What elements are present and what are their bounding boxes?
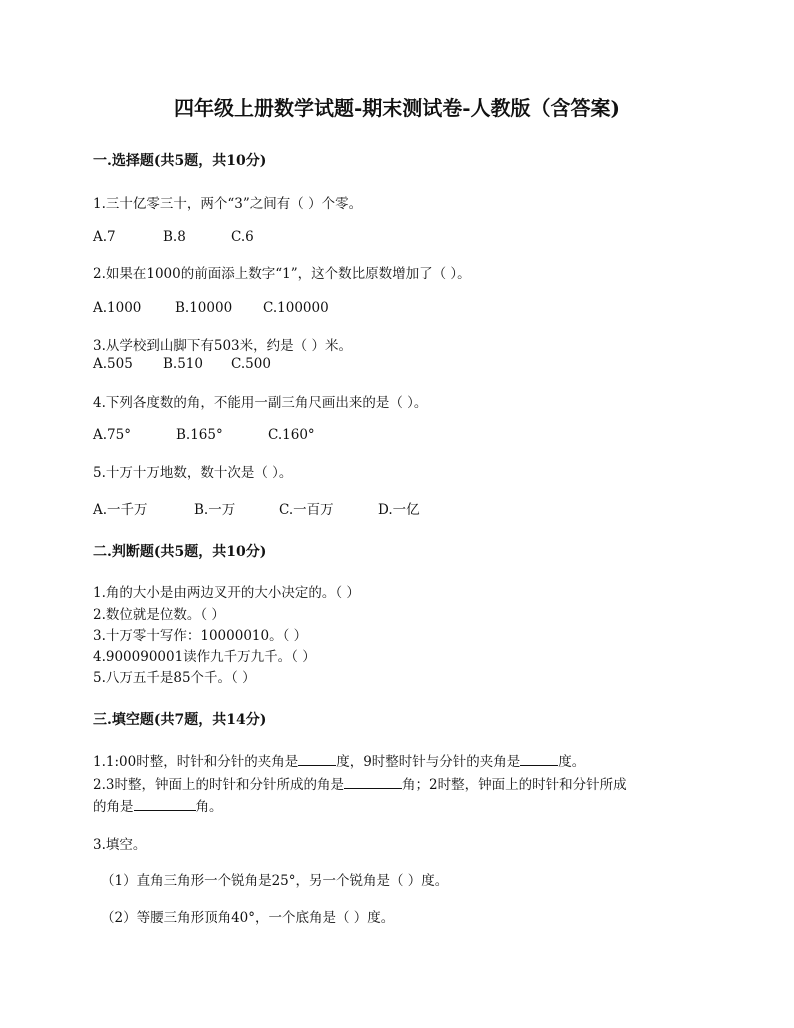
answer-blank: [134, 798, 196, 811]
option-b: B.一万: [194, 502, 236, 518]
question-5: 5.十万十万地数，数十次是（ ）。: [93, 465, 293, 481]
option-b: B.510: [163, 356, 203, 372]
question-2-options: [93, 300, 329, 316]
fill-question-3: 3.填空。: [93, 837, 147, 853]
fill-question-3-sub-2: （2）等腰三角形顶角40°，一个底角是（ ）度。: [101, 910, 395, 926]
judgement-item-3: 3.十万零十写作：10000010。（ ）: [93, 628, 308, 644]
fill-question-3-sub-1: （1）直角三角形一个锐角是25°，另一个锐角是（ ）度。: [101, 873, 449, 889]
question-4-options: [93, 427, 315, 443]
option-c: C.160°: [268, 427, 315, 443]
option-b: B.8: [163, 229, 186, 245]
answer-blank: [344, 776, 402, 789]
option-a: A.一千万: [93, 502, 148, 518]
judgement-item-4: 4.900090001读作九千万九千。（ ）: [93, 649, 316, 665]
fill-q1-part-a: 1.1:00时整，时针和分针的夹角是: [93, 754, 299, 770]
option-c: C.100000: [263, 300, 329, 316]
option-d: D.一亿: [378, 502, 420, 518]
question-3: 3.从学校到山脚下有503米，约是（ ）米。: [93, 338, 352, 354]
judgement-item-5: 5.八万五千是85个千。（ ）: [93, 670, 256, 686]
option-a: A.1000: [93, 300, 142, 316]
option-b: B.10000: [175, 300, 233, 316]
page-title: 四年级上册数学试题-期末测试卷-人教版（含答案): [173, 96, 621, 120]
fill-q2-part-a: 2.3时整，钟面上的时针和分针所成的角是: [93, 777, 344, 793]
section-heading-fill-blank: 三.填空题(共7题，共14分): [93, 712, 267, 728]
answer-blank: [520, 753, 558, 766]
option-a: A.75°: [93, 427, 131, 443]
question-1: 1.三十亿零三十，两个“3”之间有（ ）个零。: [93, 196, 363, 212]
fill-q2-part-d: 角。: [195, 799, 223, 815]
fill-question-2-cont: [93, 795, 223, 815]
fill-question-1: [93, 750, 585, 770]
option-c: C.500: [231, 356, 271, 372]
option-b: B.165°: [176, 427, 223, 443]
section-heading-judgement: 二.判断题(共5题，共10分): [93, 544, 267, 560]
fill-q1-part-b: 度，9时整时针与分针的夹角是: [336, 754, 521, 770]
question-3-options: [93, 356, 271, 372]
fill-q2-part-c: 的角是: [93, 799, 134, 815]
option-c: C.6: [231, 229, 254, 245]
option-c: C.一百万: [279, 502, 334, 518]
judgement-item-1: 1.角的大小是由两边叉开的大小决定的。（ ）: [93, 585, 360, 601]
fill-question-2: [93, 773, 627, 793]
option-a: A.7: [93, 229, 116, 245]
question-2: 2.如果在1000的前面添上数字“1”，这个数比原数增加了（ ）。: [93, 266, 471, 282]
judgement-item-2: 2.数位就是位数。（ ）: [93, 607, 225, 623]
answer-blank: [298, 753, 336, 766]
question-4: 4.下列各度数的角，不能用一副三角尺画出来的是（ ）。: [93, 395, 428, 411]
section-heading-choice: 一.选择题(共5题，共10分): [93, 153, 267, 169]
question-1-options: [93, 229, 254, 245]
fill-q1-part-c: 度。: [558, 754, 586, 770]
fill-q2-part-b: 角；2时整，钟面上的时针和分针所成: [401, 777, 627, 793]
option-a: A.505: [93, 356, 133, 372]
question-5-options: [93, 498, 420, 518]
